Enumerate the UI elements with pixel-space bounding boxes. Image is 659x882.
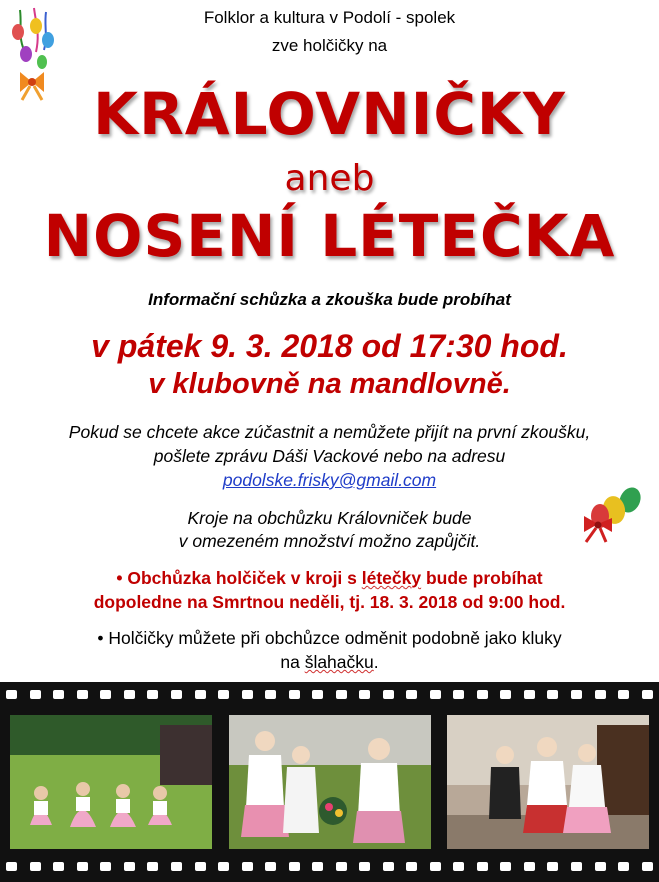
contact-text-line2: pošlete zprávu Dáši Vackové nebo na adresu bbox=[153, 446, 506, 466]
film-perforations-bottom bbox=[0, 858, 659, 876]
walk-text-line2: dopoledne na Smrtnou neděli, tj. 18. 3. 2018 od 9:00 hod. bbox=[93, 592, 566, 612]
walk-text-after: bude probíhat bbox=[421, 568, 543, 588]
reward-text-word: šlahačku bbox=[304, 652, 374, 672]
email-link[interactable]: podolske.frisky@gmail.com bbox=[222, 470, 437, 490]
photo-girls-with-bouquets bbox=[229, 715, 431, 849]
walk-text-before: • Obchůzka holčiček v kroji s bbox=[116, 568, 362, 588]
photo-girls-by-house bbox=[447, 715, 649, 849]
meeting-place: v klubovně na mandlovně. bbox=[148, 368, 511, 400]
photo-girls-on-grass bbox=[10, 715, 212, 849]
reward-text-after: . bbox=[373, 652, 379, 672]
film-perforations-top bbox=[0, 686, 659, 704]
costumes-text-line1: Kroje na obchůzku Královniček bude bbox=[187, 508, 472, 528]
reward-text-line1: • Holčičky můžete při obchůzce odměnit podobně jako kluky bbox=[97, 628, 562, 648]
email-row bbox=[0, 470, 659, 491]
reward-text-before: na bbox=[280, 652, 305, 672]
organizer-text: Folklor a kultura v Podolí - spolek bbox=[203, 8, 456, 27]
walk-text-word: létečky bbox=[361, 568, 422, 588]
event-title-line1: KRÁLOVNIČKY bbox=[93, 80, 566, 148]
costumes-text-line2: v omezeném množství možno zapůjčit. bbox=[178, 531, 481, 551]
event-title-line2: NOSENÍ LÉTEČKA bbox=[43, 202, 616, 270]
contact-text-line1: Pokud se chcete akce zúčastnit a nemůžete přijít na první zkoušku, bbox=[68, 422, 591, 442]
reward-text-line2 bbox=[0, 652, 659, 673]
event-title-connector: aneb bbox=[284, 158, 375, 199]
meeting-date: v pátek 9. 3. 2018 od 17:30 hod. bbox=[91, 328, 568, 364]
meeting-info-text: Informační schůzka a zkouška bude probíhat bbox=[148, 290, 511, 309]
film-strip bbox=[0, 682, 659, 882]
invite-text: zve holčičky na bbox=[271, 36, 388, 55]
walk-text-line1 bbox=[0, 568, 659, 589]
